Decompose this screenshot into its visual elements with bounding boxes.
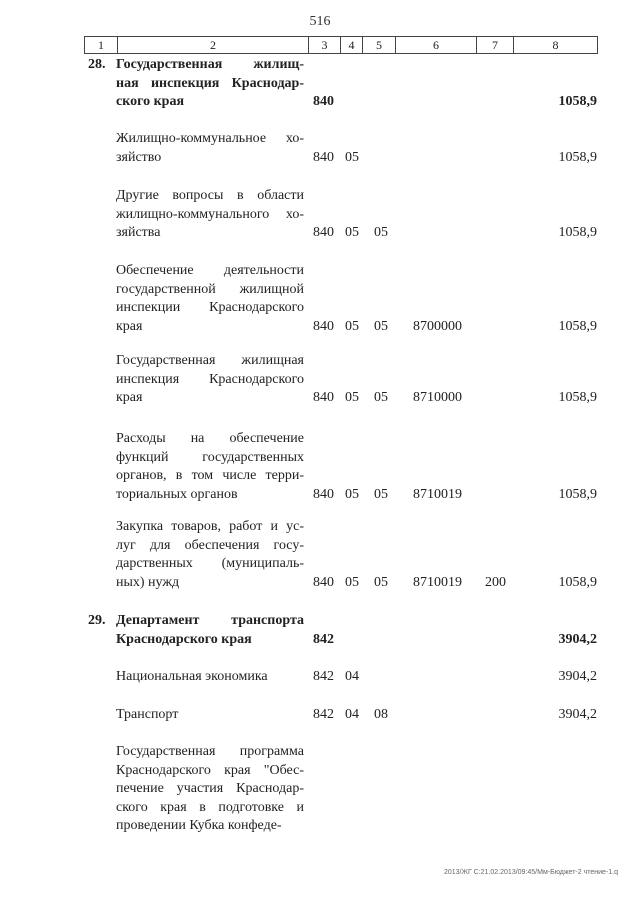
- row-name-line: функций государственных: [116, 449, 304, 465]
- row-name-line: зяйство: [116, 149, 162, 165]
- cell-c5: 05: [374, 318, 388, 334]
- cell-c3: 840: [313, 574, 334, 590]
- cell-c8: 1058,9: [558, 225, 597, 240]
- row-name: [116, 262, 304, 336]
- row-name-line: ториальных органов: [116, 486, 238, 502]
- cell-c8: 3904,2: [558, 707, 597, 722]
- row-name-line: Закупка товаров, работ и ус-: [116, 519, 304, 534]
- row-name-line: ского края в подготовке и: [116, 799, 304, 815]
- column-header-3: 3: [309, 37, 341, 53]
- cell-c3: 840: [313, 486, 334, 502]
- row-name: [116, 430, 304, 504]
- cell-c3: 842: [313, 669, 334, 684]
- row-name: [116, 56, 304, 112]
- row-name-line: органов, в том числе терри-: [116, 468, 304, 483]
- row-name-line: Другие вопросы в области: [116, 188, 304, 203]
- row-name-line: государственной жилищной: [116, 281, 304, 297]
- row-name-line: дарственных (муниципаль-: [116, 556, 304, 571]
- cell-c4: 04: [345, 669, 359, 684]
- cell-c5: 05: [374, 225, 388, 240]
- cell-c8: 1058,9: [558, 486, 597, 502]
- cell-c4: 04: [345, 707, 359, 722]
- row-name: [116, 518, 304, 592]
- cell-c6: 8710019: [413, 574, 462, 590]
- row-name-line: Государственная жилищная: [116, 353, 304, 368]
- row-name-line: Государственная программа: [116, 744, 304, 759]
- row-name: [116, 187, 304, 243]
- cell-c5: 05: [374, 390, 388, 405]
- row-name-line: Обеспечение деятельности: [116, 263, 304, 278]
- row-name-line: Государственная жилищ-: [116, 57, 304, 72]
- row-name-line: ная инспекция Краснодар-: [116, 75, 304, 91]
- cell-c5: 05: [374, 486, 388, 502]
- cell-c8: 1058,9: [558, 149, 597, 165]
- row-name-line: края: [116, 318, 143, 334]
- column-header-6: 6: [396, 37, 477, 53]
- cell-c4: 05: [345, 390, 359, 405]
- column-header-7: 7: [477, 37, 514, 53]
- cell-c3: 840: [313, 225, 334, 240]
- row-name: [116, 668, 304, 687]
- row-number: 29.: [88, 613, 106, 628]
- row-name-line: Расходы на обеспечение: [116, 431, 304, 446]
- cell-c7: 200: [485, 574, 506, 590]
- cell-c4: 05: [345, 574, 359, 590]
- column-header-8: 8: [552, 38, 559, 52]
- cell-c4: 05: [345, 318, 359, 334]
- cell-c3: 840: [313, 390, 334, 405]
- cell-c3: 840: [313, 318, 334, 334]
- column-header-5: 5: [363, 37, 396, 53]
- cell-c8: 1058,9: [558, 318, 597, 334]
- cell-c4: 05: [345, 225, 359, 240]
- row-name-line: печение участия Краснодар-: [116, 781, 304, 796]
- page-number: 516: [309, 14, 331, 29]
- cell-c8: 3904,2: [558, 669, 597, 684]
- row-name-line: ных) нужд: [116, 574, 180, 590]
- cell-c6: 8710000: [413, 390, 462, 405]
- cell-c8: 1058,9: [558, 390, 597, 405]
- row-name-line: инспекция Краснодарского: [116, 371, 304, 387]
- column-header-4: 4: [341, 37, 363, 53]
- row-name-line: Департамент транспорта: [116, 613, 304, 628]
- row-name-line: Краснодарского края "Обес-: [116, 762, 304, 778]
- cell-c4: 05: [345, 486, 359, 502]
- cell-c4: 05: [345, 149, 359, 165]
- row-name-line: инспекции Краснодарского: [116, 300, 304, 315]
- row-name-line: Жилищно-коммунальное хо-: [116, 131, 304, 146]
- row-name-line: жилищно-коммунального хо-: [116, 206, 304, 222]
- cell-c6: 8710019: [413, 486, 462, 502]
- cell-c3: 840: [313, 94, 334, 109]
- row-name: [116, 130, 304, 167]
- column-header-2: 2: [118, 37, 309, 53]
- row-name-line: зяйства: [116, 225, 161, 240]
- row-name: [116, 706, 304, 725]
- cell-c6: 8700000: [413, 318, 462, 334]
- row-name: [116, 743, 304, 836]
- row-name-line: ского края: [116, 94, 185, 109]
- row-name-line: луг для обеспечения госу-: [116, 537, 304, 553]
- cell-c5: 08: [374, 707, 388, 722]
- cell-c3: 842: [313, 631, 334, 647]
- column-header-1: 1: [85, 37, 118, 53]
- row-name-line: края: [116, 390, 143, 405]
- cell-c3: 840: [313, 149, 334, 165]
- row-name-line: Транспорт: [116, 707, 179, 722]
- column-header-row: [84, 36, 598, 54]
- row-name-line: проведении Кубка конфеде-: [116, 818, 282, 833]
- cell-c5: 05: [374, 574, 388, 590]
- row-name: [116, 352, 304, 408]
- row-name: [116, 612, 304, 649]
- row-name-line: Краснодарского края: [116, 631, 252, 647]
- cell-c3: 842: [313, 707, 334, 722]
- cell-c8: 1058,9: [558, 574, 597, 590]
- row-name-line: Национальная экономика: [116, 669, 268, 684]
- cell-c8: 3904,2: [558, 631, 597, 647]
- row-number: 28.: [88, 57, 106, 72]
- footer-stamp: 2013/ЖГ С:21.02.2013/09:45/Мм-Бюджет-2 чтение-1.q: [443, 869, 618, 876]
- cell-c8: 1058,9: [558, 94, 597, 109]
